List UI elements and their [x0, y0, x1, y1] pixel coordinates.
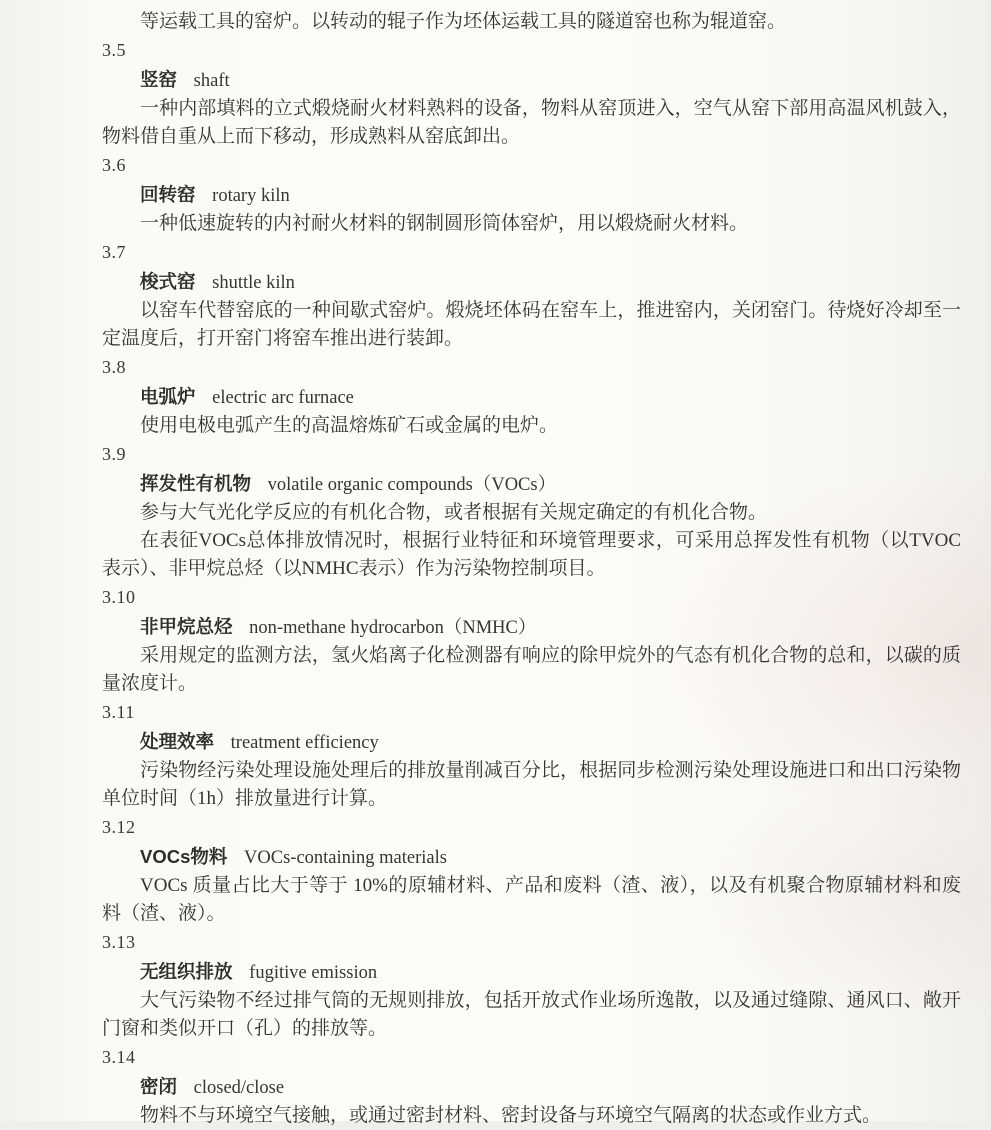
term-zh: 电弧炉: [140, 386, 196, 407]
term-zh: 竖窑: [140, 69, 178, 90]
term-en: shuttle kiln: [212, 273, 295, 293]
definition-paragraph: 使用电极电弧产生的高温熔炼矿石或金属的电炉。: [140, 415, 559, 436]
term-zh: 挥发性有机物: [140, 473, 252, 494]
term-heading: [102, 181, 961, 210]
section-number: 3.13: [102, 932, 136, 952]
section-3-10: [102, 583, 961, 698]
section-3-5: [102, 36, 961, 151]
definition-paragraph: 一种内部填料的立式煅烧耐火材料熟料的设备，物料从窑顶进入，空气从窑下部用高温风机鼓入，物料借自重从上而下移动，形成熟料从窑底卸出。: [102, 98, 961, 147]
term-zh: 处理效率: [140, 731, 215, 752]
term-heading: [102, 958, 961, 987]
term-heading: [102, 268, 961, 297]
term-zh: 无组织排放: [140, 961, 233, 982]
term-en: VOCs-containing materials: [244, 848, 447, 868]
term-zh: 非甲烷总烃: [140, 616, 233, 637]
section-number: 3.11: [102, 702, 135, 722]
term-heading: [102, 470, 961, 499]
section-number: 3.9: [102, 444, 126, 464]
definition-paragraph: 采用规定的监测方法，氢火焰离子化检测器有响应的除甲烷外的气态有机化合物的总和，以碳的质量浓度计。: [102, 645, 961, 694]
continuation-paragraph: 等运载工具的窑炉。以转动的辊子作为坯体运载工具的隧道窑也称为辊道窑。: [140, 11, 787, 32]
section-3-7: [102, 238, 961, 353]
term-en: treatment efficiency: [230, 733, 379, 753]
definition-paragraph: VOCs 质量占比大于等于 10%的原辅材料、产品和废料（渣、液），以及有机聚合物原辅材料和废料（渣、液）。: [102, 875, 961, 924]
term-heading: [102, 1073, 961, 1102]
term-en: closed/close: [193, 1078, 285, 1098]
section-number: 3.12: [102, 817, 136, 837]
term-en: electric arc furnace: [212, 388, 354, 408]
term-heading: [102, 843, 961, 872]
section-number: 3.5: [102, 40, 126, 60]
term-zh: 回转窑: [140, 184, 196, 205]
term-en: non-methane hydrocarbon（NMHC）: [249, 618, 537, 638]
term-en: volatile organic compounds（VOCs）: [267, 475, 557, 495]
term-heading: [102, 383, 961, 412]
section-3-13: [102, 928, 961, 1043]
section-3-11: [102, 698, 961, 813]
term-zh: 梭式窑: [140, 271, 196, 292]
definition-paragraph: 参与大气光化学反应的有机化合物，或者根据有关规定确定的有机化合物。: [140, 502, 768, 523]
section-3-8: [102, 353, 961, 440]
term-zh: 密闭: [140, 1076, 178, 1097]
section-3-6: [102, 151, 961, 238]
term-heading: [102, 66, 961, 95]
definition-paragraph: 物料不与环境空气接触，或通过密封材料、密封设备与环境空气隔离的状态或作业方式。: [140, 1105, 882, 1126]
definition-paragraph: 污染物经污染处理设施处理后的排放量削减百分比，根据同步检测污染处理设施进口和出口污染物单位时间（1h）排放量进行计算。: [102, 760, 961, 809]
term-heading: [102, 728, 961, 757]
definition-paragraph: 一种低速旋转的内衬耐火材料的钢制圆形筒体窑炉，用以煅烧耐火材料。: [140, 213, 749, 234]
section-3-12: [102, 813, 961, 928]
term-en: rotary kiln: [212, 186, 290, 206]
section-number: 3.8: [102, 357, 126, 377]
definition-paragraph: 以窑车代替窑底的一种间歇式窑炉。煅烧坯体码在窑车上，推进窑内，关闭窑门。待烧好冷却至一定温度后，打开窑门将窑车推出进行装卸。: [102, 300, 961, 349]
section-number: 3.10: [102, 587, 136, 607]
definition-paragraph: 在表征VOCs总体排放情况时，根据行业特征和环境管理要求，可采用总挥发性有机物（以TVOC表示）、非甲烷总烃（以NMHC表示）作为污染物控制项目。: [102, 530, 961, 579]
term-heading: [102, 613, 961, 642]
section-number: 3.6: [102, 155, 126, 175]
definition-paragraph: 大气污染物不经过排气筒的无规则排放，包括开放式作业场所逸散，以及通过缝隙、通风口、敞开门窗和类似开口（孔）的排放等。: [102, 990, 961, 1039]
section-number: 3.14: [102, 1047, 136, 1067]
term-en: shaft: [193, 71, 230, 91]
section-3-14: [102, 1043, 961, 1130]
section-number: 3.7: [102, 242, 126, 262]
term-zh: VOCs物料: [140, 846, 228, 867]
term-en: fugitive emission: [249, 963, 378, 983]
section-3-9: [102, 440, 961, 583]
